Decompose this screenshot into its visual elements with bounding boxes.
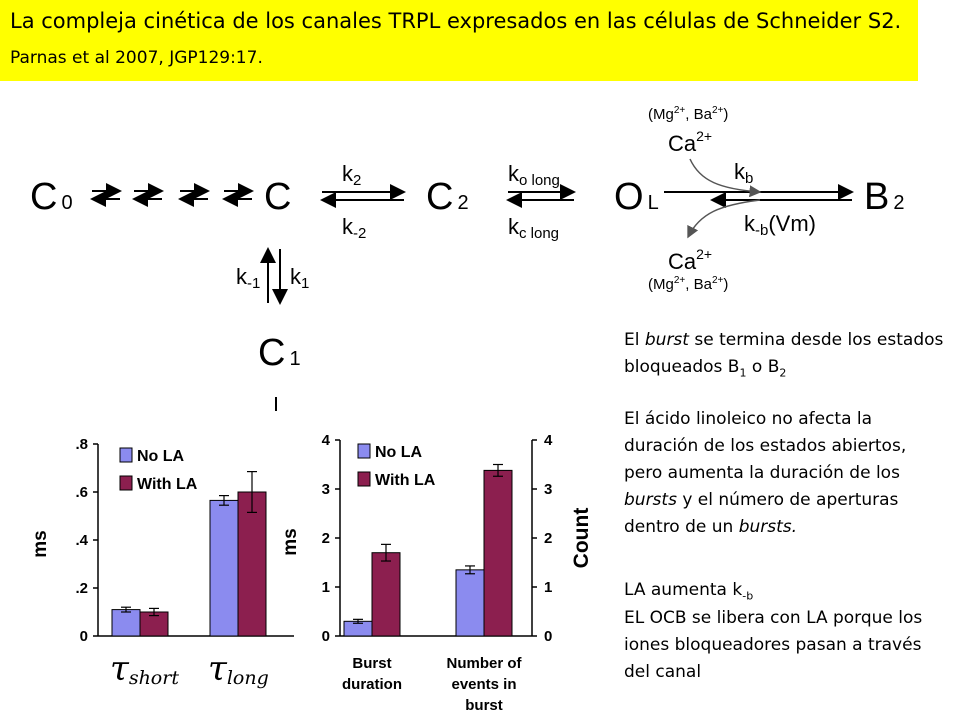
y-tick-label: 4	[321, 432, 330, 449]
y2-tick-label: 3	[544, 481, 553, 498]
y-tick-label: 1	[321, 579, 330, 596]
category-label-line: Burst	[352, 655, 392, 672]
y-axis-label: ms	[280, 528, 301, 556]
ion-label-top: ($Mg^{2+}$, $Ba^{2+}$)	[648, 105, 729, 123]
y2-tick-label: 4	[544, 432, 553, 449]
state-c2: C 2	[426, 176, 469, 218]
rate-ko-long: ko long	[508, 161, 560, 189]
bar-with-la	[372, 553, 400, 636]
rate-k1: k1	[290, 264, 310, 292]
y2-tick-label: 1	[544, 579, 553, 596]
category-label-long: τlong	[208, 649, 269, 689]
y-axis-label: ms	[30, 530, 51, 558]
slide-reference: Parnas et al 2007, JGP129:17.	[10, 48, 263, 68]
c-c1-arrows	[268, 249, 280, 303]
c0-c-transition-arrows	[92, 191, 252, 199]
bar-with-la	[484, 470, 512, 636]
legend-label: No LA	[375, 444, 423, 461]
bar-with-la	[238, 492, 266, 636]
note-la-increases-kb: LA aumenta $k_{-b}$	[624, 580, 754, 603]
legend-swatch	[358, 472, 370, 486]
state-c1: C 1	[258, 332, 301, 374]
calcium-top: $Ca^{2+}$	[668, 128, 713, 156]
slide-title: La compleja cinética de los canales TRPL expresados en las células de Schneider S2.	[10, 9, 902, 33]
bar-no-la	[456, 570, 484, 636]
c-c2-arrows	[322, 192, 404, 200]
note-burst-end: El burst se termina desde los estados bloqueados $B_1$ o $B_2$	[624, 330, 944, 380]
rate-kb: kb	[734, 159, 754, 187]
y-tick-label: 0	[79, 628, 88, 645]
y2-axis-label: Count	[570, 507, 593, 569]
legend-label: With LA	[137, 476, 198, 493]
category-label-line: Number of	[446, 655, 522, 672]
category-label-line: events in	[451, 676, 517, 693]
category-label-line: duration	[342, 676, 402, 693]
state-b2: B 2	[864, 176, 905, 218]
rate-k-2: k-2	[342, 214, 367, 242]
c2-ol-arrows	[508, 192, 574, 200]
bar-no-la	[112, 610, 140, 636]
rate-k2: k2	[342, 161, 362, 189]
state-c0: C 0	[30, 176, 73, 218]
y-tick-label: .8	[75, 436, 88, 453]
calcium-bottom: $Ca^{2+}$	[668, 246, 713, 274]
note-linoleic-acid: El ácido linoleico no afecta la duración de los estados abiertos, pero aumenta la duración de los bursts y el número de aperturas dentro de un bursts.	[624, 409, 907, 537]
ion-label-bottom: ($Mg^{2+}$, $Ba^{2+}$)	[648, 275, 729, 293]
y2-tick-label: 2	[544, 530, 553, 547]
y-tick-label: .4	[75, 532, 88, 549]
legend-swatch	[120, 476, 132, 490]
state-ol: O L	[614, 176, 659, 218]
y2-tick-label: 0	[544, 628, 553, 645]
legend-label: No LA	[137, 448, 185, 465]
rate-k-b-vm: k-b(Vm)	[744, 211, 816, 239]
bar-no-la	[210, 500, 238, 636]
legend-swatch	[120, 448, 132, 462]
rate-k-1: k-1	[236, 264, 261, 292]
legend-label: With LA	[375, 472, 436, 489]
y-tick-label: 0	[321, 628, 330, 645]
category-label-short: τshort	[110, 649, 179, 689]
y-tick-label: .2	[75, 580, 88, 597]
legend-swatch	[358, 444, 370, 458]
note-ocb-release: EL OCB se libera con LA porque los iones bloqueadores pasan a través del canal	[624, 608, 923, 682]
title-banner	[0, 0, 918, 81]
ol-b2-arrows	[664, 192, 852, 200]
y-tick-label: 2	[321, 530, 330, 547]
state-c: C	[264, 176, 292, 218]
category-label-line: burst	[465, 697, 503, 714]
y-tick-label: .6	[75, 484, 88, 501]
y-tick-label: 3	[321, 481, 330, 498]
bar-charts	[0, 400, 620, 720]
rate-kc-long: kc long	[508, 214, 560, 242]
